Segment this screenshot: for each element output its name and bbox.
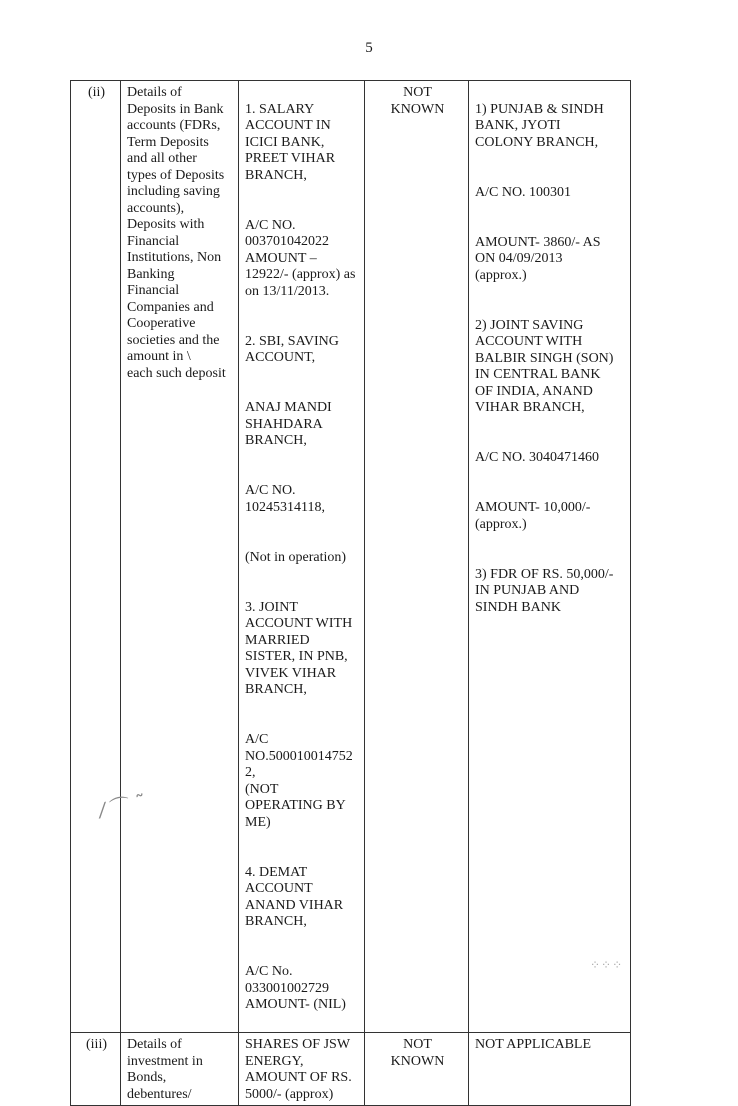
self-entry-sbi-account-number: A/C NO. 10245314118,: [245, 483, 325, 515]
serial-cell: (iii): [71, 1033, 121, 1106]
dependent-entry-central-bank: 2) JOINT SAVING ACCOUNT WITH BALBIR SINGH (SON) IN CENTRAL BANK OF INDIA, ANAND VIHAR BRANCH,: [475, 317, 614, 415]
self-entry-joint-account: 3. JOINT ACCOUNT WITH MARRIED SISTER, IN PNB, VIVEK VIHAR BRANCH,: [245, 599, 353, 697]
dependent-entry-punjab-sindh: 1) PUNJAB & SINDH BANK, JYOTI COLONY BRANCH,: [475, 101, 604, 150]
dependents-cell: NOT APPLICABLE: [469, 1033, 631, 1106]
page-number: 5: [365, 40, 373, 56]
table-row-investments: [71, 1033, 631, 1106]
self-cell: SHARES OF JSW ENERGY, AMOUNT OF RS. 5000/- (approx): [239, 1033, 365, 1106]
self-entry-sbi-account: 2. SBI, SAVING ACCOUNT,: [245, 333, 339, 365]
table-row-deposits: [71, 81, 631, 1033]
dependent-entry-central-bank-account: A/C NO. 3040471460: [475, 450, 600, 465]
self-cell: [239, 81, 365, 1033]
dependent-entry-punjab-sindh-account: A/C NO. 100301: [475, 184, 572, 200]
self-entry-salary-account: 1. SALARY ACCOUNT IN ICICI BANK, PREET VIHAR BRANCH,: [245, 101, 336, 183]
serial-cell: (ii): [71, 81, 121, 1033]
declaration-table: [70, 80, 631, 1106]
faint-stamp-mark: ⁘⁘⁘: [590, 958, 624, 972]
self-entry-sbi-status: (Not in operation): [245, 549, 347, 565]
dependent-entry-punjab-sindh-amount: AMOUNT- 3860/- AS ON 04/09/2013 (approx.): [475, 234, 601, 283]
details-cell: Details of investment in Bonds, debentures/: [121, 1033, 239, 1106]
spouse-cell: NOT KNOWN: [365, 81, 469, 1033]
details-cell: Details of Deposits in Bank accounts (FDRs, Term Deposits and all other types of Deposits including saving accounts), Deposits with Financial Institutions, Non Banking Financial Companies and Cooperative societies and the amount in \ each such deposit: [121, 81, 239, 1033]
dependent-entry-fdr: 3) FDR OF RS. 50,000/- IN PUNJAB AND SINDH BANK: [475, 566, 614, 615]
self-entry-demat-account-number: A/C No. 033001002729 AMOUNT- (NIL): [245, 964, 346, 1012]
dependents-cell: [469, 81, 631, 1033]
self-entry-joint-account-number: A/C NO.500010014752 2, (NOT OPERATING BY ME): [245, 732, 353, 830]
dependent-entry-central-bank-amount: AMOUNT- 10,000/- (approx.): [475, 500, 591, 532]
self-entry-demat-account: 4. DEMAT ACCOUNT ANAND VIHAR BRANCH,: [245, 864, 344, 929]
self-entry-sbi-branch: ANAJ MANDI SHAHDARA BRANCH,: [245, 400, 332, 448]
self-entry-salary-account-number: A/C NO. 003701042022 AMOUNT – 12922/- (approx) as on 13/11/2013.: [245, 217, 356, 299]
signature-scribble: ⁄ ⌒ ˜: [98, 789, 149, 823]
spouse-cell: NOT KNOWN: [365, 1033, 469, 1106]
